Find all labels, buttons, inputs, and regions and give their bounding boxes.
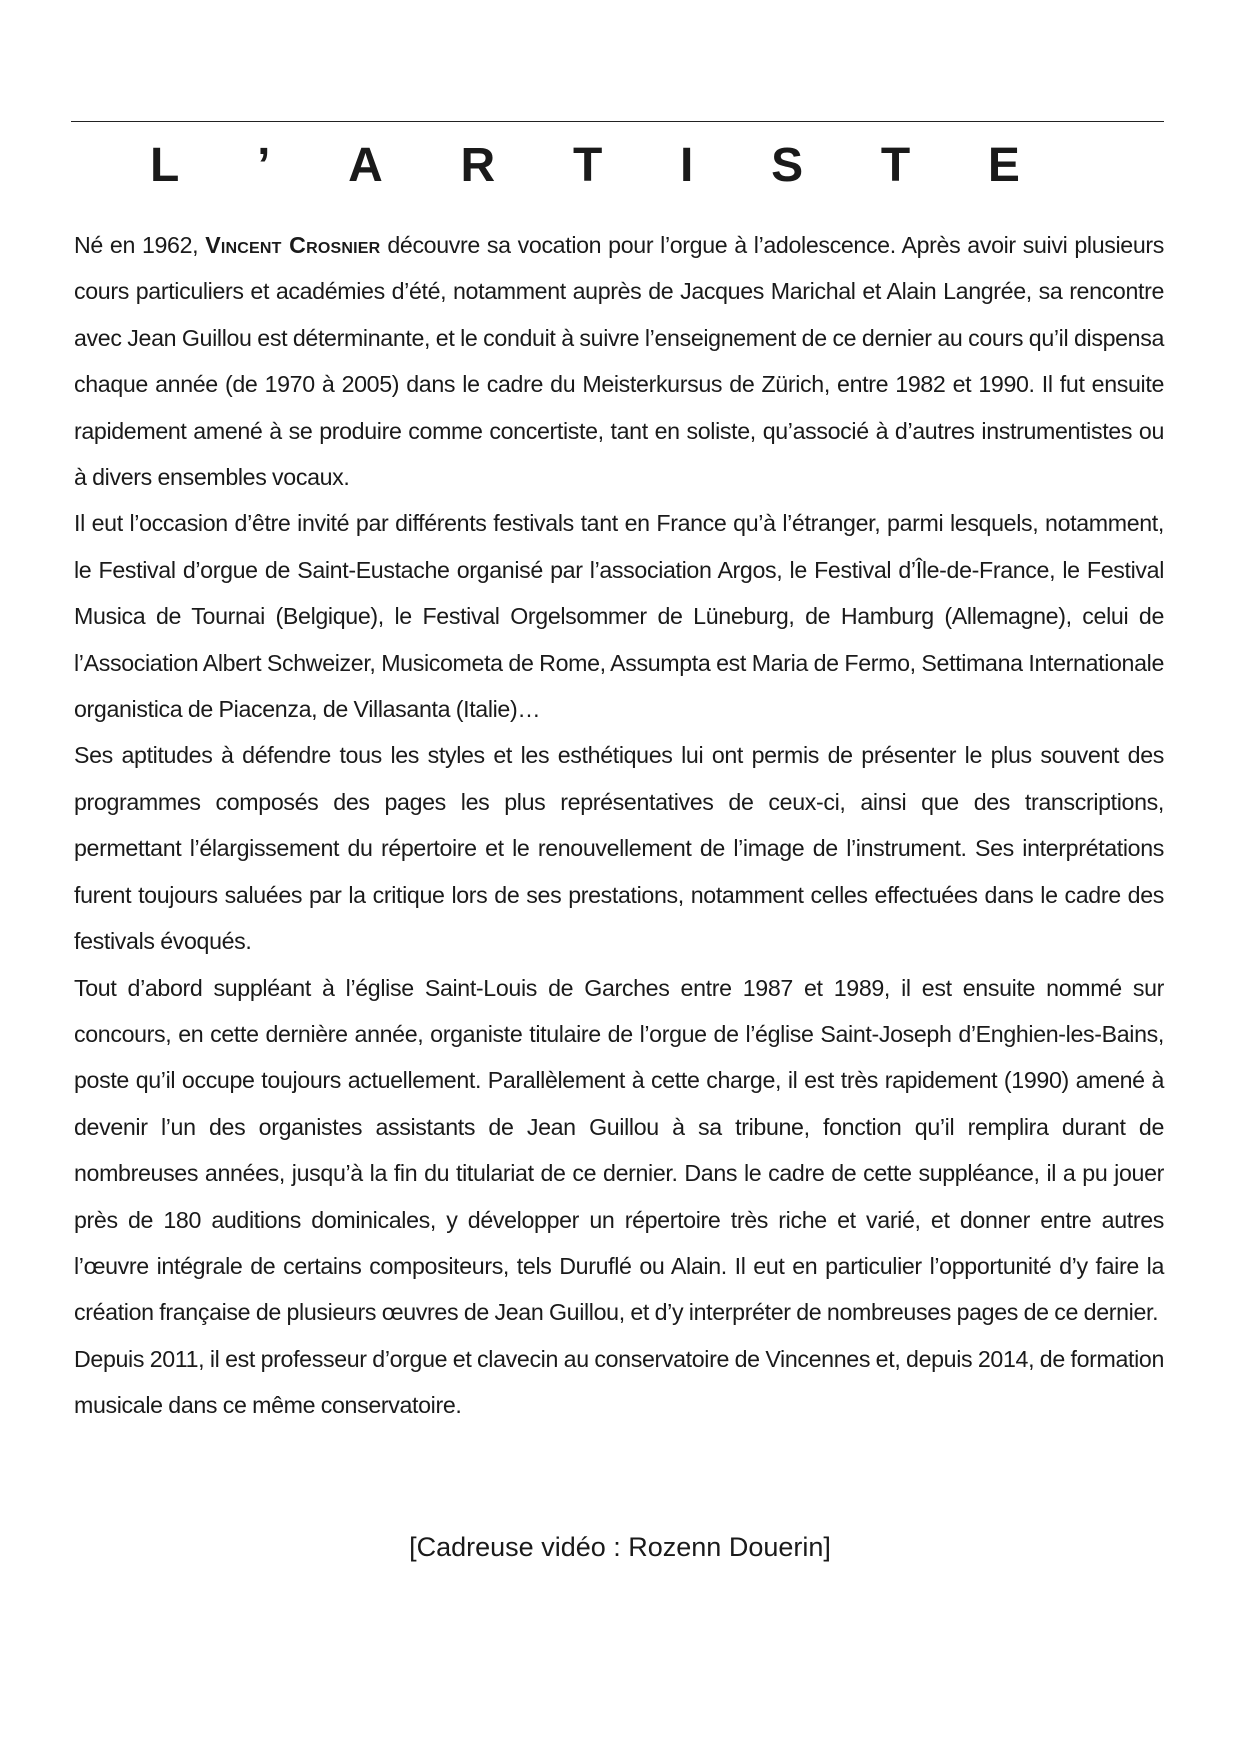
artist-name: Vincent Crosnier	[205, 232, 381, 258]
paragraph-text: découvre sa vocation pour l’orgue à l’adolescence. Après avoir suivi plusieurs cours particuliers et académies d’été, notamment auprès de Jacques Marichal et Alain Langrée, sa rencontre avec Jean Guillou est déterminante, et le conduit à suivre l’enseignement de ce dernier au cours qu’il dispensa chaque année (de 1970 à 2005) dans le cadre du Meisterkursus de Zürich, entre 1982 et 1990. Il fut ensuite rapidement amené à se produire comme concertiste, tant en soliste, qu’associé à d’autres instrumentistes ou à divers ensembles vocaux.	[74, 232, 1164, 491]
biography-paragraph-1	[74, 222, 1164, 500]
title-letter: L	[150, 139, 180, 192]
biography-paragraph-5: Depuis 2011, il est professeur d’orgue et clavecin au conservatoire de Vincennes et, depuis 2014, de formation musicale dans ce même conservatoire.	[74, 1345, 1164, 1419]
biography-paragraph-3: Ses aptitudes à défendre tous les styles et les esthétiques lui ont permis de présenter le plus souvent des programmes composés des pages les plus représentatives de ceux-ci, ainsi que des transcriptions, permettant l’élargissement du répertoire et le renouvellement de l’image de l’instrument. Ses interprétations furent toujours saluées par la critique lors de ses prestations, notamment celles effectuées dans le cadre des festivals évoqués.	[74, 742, 1164, 955]
title-letter: T	[572, 139, 603, 192]
biography-body	[74, 222, 1164, 1429]
top-rule	[71, 121, 1164, 122]
title-letter: A	[348, 139, 383, 192]
title-letter: ’	[257, 139, 271, 192]
title-letter: S	[771, 139, 804, 192]
biography-paragraph-4: Tout d’abord suppléant à l’église Saint-Louis de Garches entre 1987 et 1989, il est ensuite nommé sur concours, en cette dernière année, organiste titulaire de l’orgue de l’église Saint-Joseph d’Enghien-les-Bains, poste qu’il occupe toujours actuellement. Parallèlement à cette charge, il est très rapidement (1990) amené à devenir l’un des organistes assistants de Jean Guillou à sa tribune, fonction qu’il remplira durant de nombreuses années, jusqu’à la fin du titulariat de ce dernier. Dans le cadre de cette suppléance, il a pu jouer près de 180 auditions dominicales, y développer un répertoire très riche et varié, et donner entre autres l’œuvre intégrale de certains compositeurs, tels Duruflé ou Alain. Il eut en particulier l’opportunité d’y faire la création française de plusieurs œuvres de Jean Guillou, et d’y interpréter de nombreuses pages de ce dernier.	[74, 974, 1164, 1326]
title-letter: I	[680, 139, 694, 192]
video-credit: [Cadreuse vidéo : Rozenn Douerin]	[409, 1532, 831, 1562]
title-letter: R	[460, 139, 496, 192]
intro-text: Né en 1962,	[74, 232, 206, 258]
title-letter: E	[987, 139, 1020, 192]
page-title	[150, 138, 1020, 194]
biography-paragraph-2: Il eut l’occasion d’être invité par différents festivals tant en France qu’à l’étranger, parmi lesquels, notamment, le Festival d’orgue de Saint-Eustache organisé par l’association Argos, le Festival d’Île-de-France, le Festival Musica de Tournai (Belgique), le Festival Orgelsommer de Lüneburg, de Hamburg (Allemagne), celui de l’Association Albert Schweizer, Musicometa de Rome, Assumpta est Maria de Fermo, Settimana Internationale organistica de Piacenza, de Villasanta (Italie)…	[74, 510, 1164, 723]
title-letter: T	[880, 139, 911, 192]
